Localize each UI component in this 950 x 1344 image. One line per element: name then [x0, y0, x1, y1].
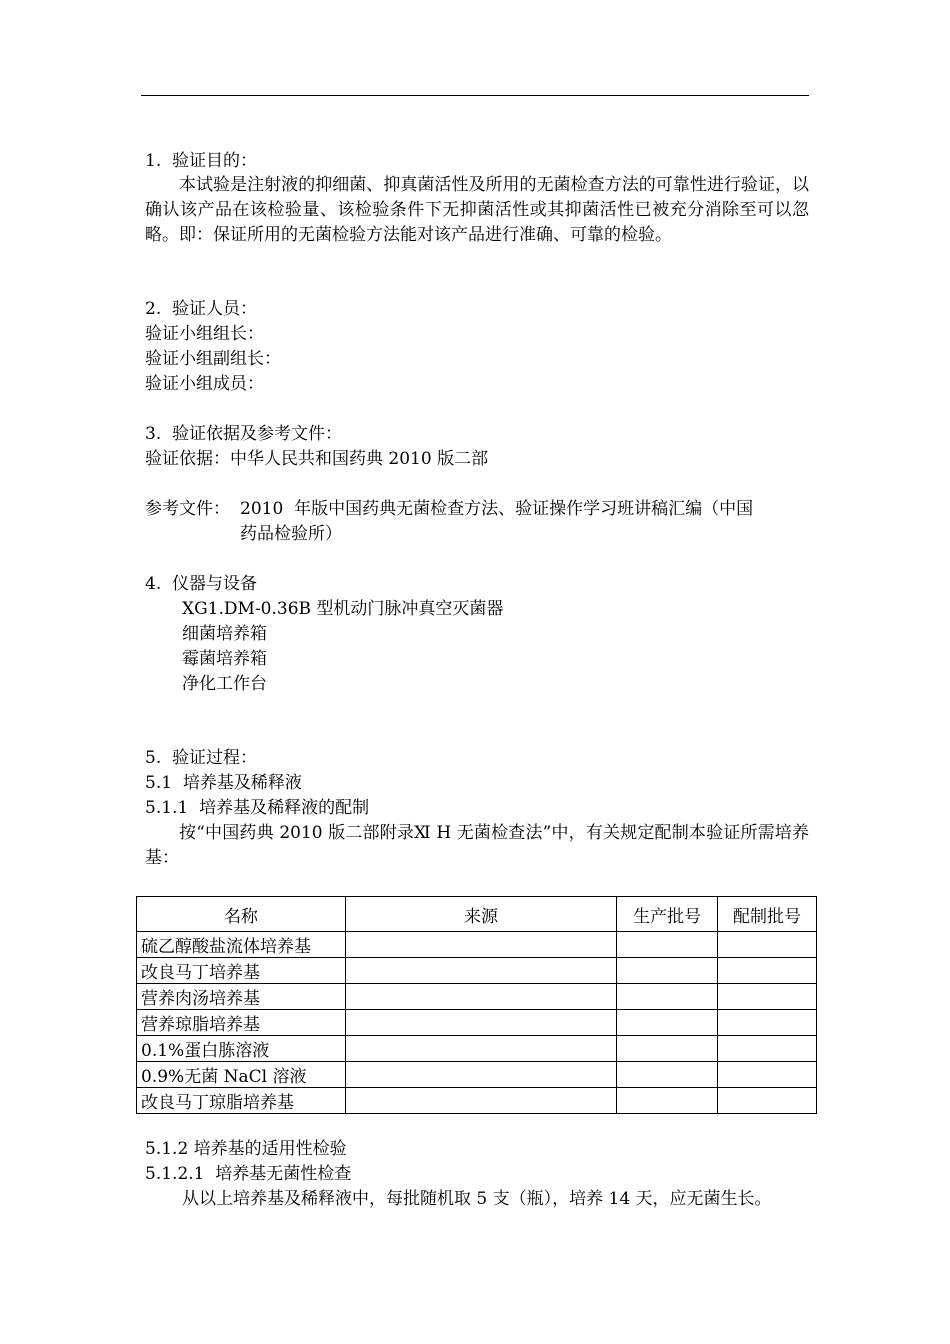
- production-batch-cell: [617, 958, 718, 984]
- section-1-paragraph: 本试验是注射液的抑细菌、抑真菌活性及所用的无菌检查方法的可靠性进行验证，以确认该产品在该检验量、该检验条件下无抑菌活性或其抑菌活性已被充分消除至可以忽略。即：保证所用的无菌检验方法能对该产品进行准确、可靠的检验。: [145, 175, 809, 245]
- culture-media-table: [136, 896, 817, 1114]
- source-cell: [345, 984, 616, 1010]
- section-2-heading: 2. 验证人员：: [145, 299, 258, 319]
- column-header-preparation-batch: 配制批号: [718, 897, 817, 932]
- production-batch-cell: [617, 1062, 718, 1088]
- source-cell: [345, 1062, 616, 1088]
- section-5-1-1-heading: 5.1.1 培养基及稀释液的配制: [145, 798, 370, 818]
- medium-name-cell: 硫乙醇酸盐流体培养基: [137, 932, 346, 958]
- basis-line: 验证依据：中华人民共和国药典 2010 版二部: [145, 449, 489, 469]
- production-batch-cell: [617, 1088, 718, 1114]
- equipment-item: XG1.DM-0.36B 型机动门脉冲真空灭菌器: [182, 599, 504, 619]
- section-5-1-2-heading: 5.1.2 培养基的适用性检验: [145, 1139, 347, 1159]
- team-deputy-line: 验证小组副组长：: [145, 349, 281, 369]
- section-3-heading: 3. 验证依据及参考文件：: [145, 424, 343, 444]
- table-row: [137, 1010, 817, 1036]
- table-row: [137, 1088, 817, 1114]
- reference-label: 参考文件：: [145, 499, 230, 519]
- team-members-line: 验证小组成员：: [145, 374, 264, 394]
- team-leader-line: 验证小组组长：: [145, 324, 264, 344]
- equipment-item: 净化工作台: [182, 674, 267, 694]
- section-5-1-2-1-heading: 5.1.2.1 培养基无菌性检查: [145, 1164, 352, 1184]
- table-row: [137, 958, 817, 984]
- medium-name-cell: 营养琼脂培养基: [137, 1010, 346, 1036]
- equipment-item: 细菌培养箱: [182, 624, 267, 644]
- production-batch-cell: [617, 1036, 718, 1062]
- medium-name-cell: 0.1%蛋白胨溶液: [137, 1036, 346, 1062]
- source-cell: [345, 1036, 616, 1062]
- source-cell: [345, 932, 616, 958]
- preparation-batch-cell: [718, 958, 817, 984]
- preparation-batch-cell: [718, 984, 817, 1010]
- section-5-heading: 5. 验证过程：: [145, 748, 258, 768]
- table-row: [137, 1036, 817, 1062]
- preparation-batch-cell: [718, 1062, 817, 1088]
- medium-name-cell: 0.9%无菌 NaCl 溶液: [137, 1062, 346, 1088]
- section-5-1-heading: 5.1 培养基及稀释液: [145, 773, 302, 793]
- medium-name-cell: 改良马丁培养基: [137, 958, 346, 984]
- section-1-heading: 1. 验证目的：: [145, 151, 258, 171]
- table-row: [137, 1062, 817, 1088]
- section-5-1-2-1-text: 从以上培养基及稀释液中，每批随机取 5 支（瓶），培养 14 天，应无菌生长。: [182, 1189, 772, 1209]
- preparation-batch-cell: [718, 1010, 817, 1036]
- table-row: [137, 932, 817, 958]
- reference-line-2: 药品检验所）: [240, 524, 342, 544]
- equipment-item: 霉菌培养箱: [182, 649, 267, 669]
- preparation-batch-cell: [718, 1036, 817, 1062]
- production-batch-cell: [617, 984, 718, 1010]
- production-batch-cell: [617, 932, 718, 958]
- source-cell: [345, 958, 616, 984]
- table-header-row: [137, 897, 817, 932]
- medium-name-cell: 改良马丁琼脂培养基: [137, 1088, 346, 1114]
- medium-name-cell: 营养肉汤培养基: [137, 984, 346, 1010]
- table-row: [137, 984, 817, 1010]
- reference-line-1: 2010 年版中国药典无菌检查方法、验证操作学习班讲稿汇编（中国: [240, 499, 754, 519]
- column-header-source: 来源: [345, 897, 616, 932]
- production-batch-cell: [617, 1010, 718, 1036]
- preparation-batch-cell: [718, 932, 817, 958]
- column-header-production-batch: 生产批号: [617, 897, 718, 932]
- preparation-batch-cell: [718, 1088, 817, 1114]
- section-4-heading: 4. 仪器与设备: [145, 574, 258, 594]
- source-cell: [345, 1010, 616, 1036]
- source-cell: [345, 1088, 616, 1114]
- header-rule: [141, 95, 809, 96]
- section-5-1-1-paragraph: 按“中国药典 2010 版二部附录Ⅺ H 无菌检查法”中，有关规定配制本验证所需培养基：: [145, 823, 809, 868]
- column-header-name: 名称: [137, 897, 346, 932]
